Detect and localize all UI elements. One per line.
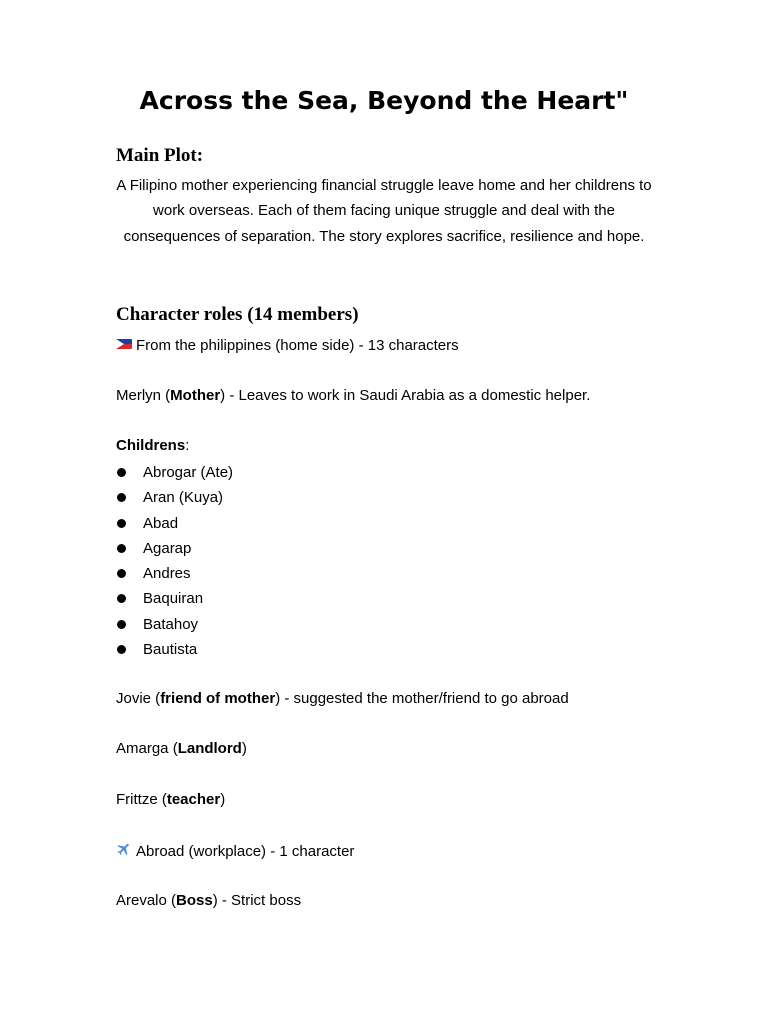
philippines-flag-icon [116,339,132,349]
home-side-text: From the philippines (home side) - 13 characters [136,337,459,354]
child-name: Bautista [143,641,198,659]
friend-role: friend of mother [160,690,276,707]
teacher-role: teacher [166,791,221,808]
list-item [116,485,233,510]
bullet-icon [117,519,126,528]
boss-role: Boss [176,892,213,909]
main-plot-heading: Main Plot: [116,145,204,166]
mother-line [116,386,590,406]
child-name: Abad [143,514,179,532]
bullet-icon [117,620,126,629]
character-roles-heading: Character roles (14 members) [116,304,359,325]
list-item [116,586,233,611]
main-plot-text: A Filipino mother experiencing financial struggle leave home and her childrens to work overseas. Each of them facing unique struggle and deal with the consequences of separation. The story explores sacrifice, resilience and hope. [116,177,652,245]
mother-name: Merlyn ( [116,387,171,404]
mother-role: Mother [170,387,221,404]
abroad-line [116,841,354,862]
bullet-icon [117,569,126,578]
bullet-icon [117,645,126,654]
airplane-icon [116,841,132,857]
list-item [116,561,233,586]
bullet-icon [117,468,126,477]
child-name: Abrogar (Ate) [143,464,234,481]
children-list [116,460,233,662]
teacher-desc: ) [220,791,226,808]
landlord-name: Amarga ( [116,740,178,757]
boss-line [116,891,301,911]
teacher-name: Frittze ( [116,791,167,808]
list-item [116,536,233,561]
children-label-suffix: : [185,437,190,454]
children-label-line [116,436,189,456]
child-name: Baquiran [143,590,204,608]
friend-line [116,689,569,709]
friend-desc: ) - suggested the mother/friend to go abroad [275,690,569,707]
list-item [116,612,233,637]
list-item [116,460,233,485]
list-item [116,637,233,662]
list-item [116,511,233,536]
bullet-icon [117,544,126,553]
abroad-text: Abroad (workplace) - 1 character [136,843,355,860]
bullet-icon [117,493,126,502]
teacher-line [116,790,225,810]
mother-desc: ) - Leaves to work in Saudi Arabia as a domestic helper. [220,387,591,404]
friend-name: Jovie ( [116,690,161,707]
landlord-desc: ) [241,740,247,757]
child-name: Agarap [143,539,192,557]
boss-desc: ) - Strict boss [212,892,302,909]
landlord-line [116,739,247,759]
children-label: Childrens [116,437,186,454]
child-name: Aran (Kuya) [143,489,224,507]
landlord-role: Landlord [177,740,242,757]
home-side-line [116,336,459,356]
child-name: Andres [143,565,191,583]
document-title: Across the Sea, Beyond the Heart" [139,86,629,115]
boss-name: Arevalo ( [116,892,177,909]
bullet-icon [117,594,126,603]
child-name: Batahoy [143,615,199,633]
